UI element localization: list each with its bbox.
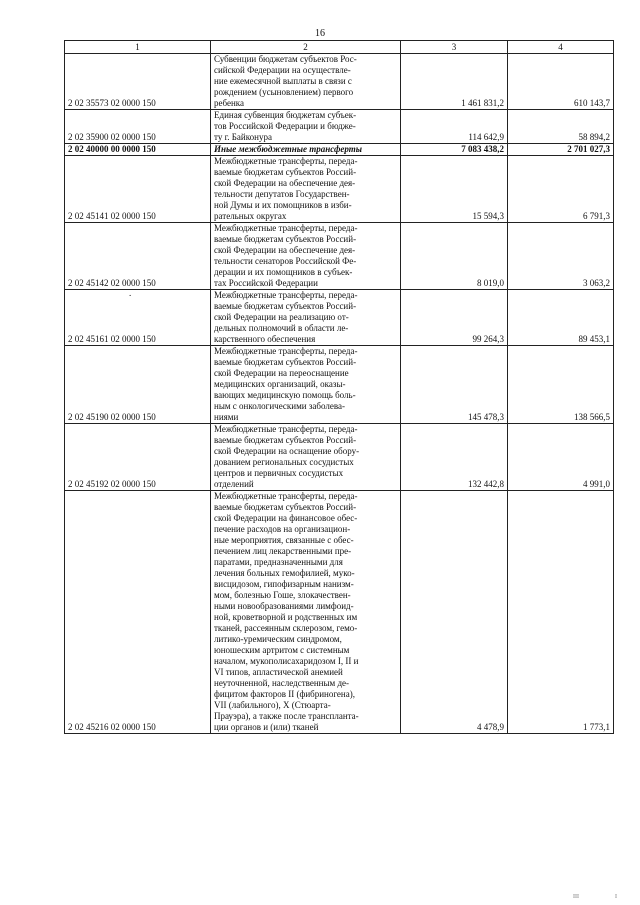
row-value-col3: 8 019,0 — [401, 223, 508, 290]
table-row — [65, 290, 614, 346]
description-line: Субвенции бюджетам субъектов Рос- — [214, 54, 357, 64]
description-line: литико-уремическим синдромом, — [214, 634, 342, 644]
stray-scan-mark: . — [129, 288, 132, 298]
row-description — [211, 491, 401, 734]
row-code: 2 02 45161 02 0000 150 — [65, 290, 211, 346]
description-line: ваемые бюджетам субъектов Россий- — [214, 502, 357, 512]
table-row — [65, 346, 614, 424]
description-line: Межбюджетные трансферты, переда- — [214, 491, 358, 501]
table-row — [65, 491, 614, 734]
table-row — [65, 424, 614, 491]
description-line: Межбюджетные трансферты, переда- — [214, 290, 358, 300]
description-line: рательных округах — [214, 211, 287, 221]
description-line: тельности депутатов Государствен- — [214, 189, 350, 199]
description-line: Межбюджетные трансферты, переда- — [214, 223, 358, 233]
row-description — [211, 54, 401, 110]
description-line: VI типов, апластической анемией — [214, 667, 343, 677]
description-line: ваемые бюджетам субъектов Россий- — [214, 357, 357, 367]
description-line: ной Думы и их помощников в изби- — [214, 200, 352, 210]
description-line: ции органов и (или) тканей — [214, 722, 319, 732]
budget-table — [64, 40, 614, 734]
row-code: 2 02 35573 02 0000 150 — [65, 54, 211, 110]
description-line: ской Федерации на обеспечение дея- — [214, 245, 356, 255]
description-line: центров и первичных сосудистых — [214, 468, 344, 478]
description-line: ской Федерации на переоснащение — [214, 368, 349, 378]
table-row — [65, 144, 614, 156]
description-line: висцидозом, гипофизарным нанизм- — [214, 579, 354, 589]
row-value-col4: 3 063,2 — [508, 223, 614, 290]
description-line: ской Федерации на оснащение обору- — [214, 446, 360, 456]
description-line: ной, кроветворной и родственных им — [214, 612, 358, 622]
row-value-col3: 99 264,3 — [401, 290, 508, 346]
column-header-2: 2 — [211, 41, 401, 54]
description-line: Межбюджетные трансферты, переда- — [214, 156, 358, 166]
row-description — [211, 223, 401, 290]
footer-marks — [573, 893, 633, 901]
row-value-col4: 610 143,7 — [508, 54, 614, 110]
footer-mark: I — [615, 894, 617, 900]
row-code: 2 02 40000 00 0000 150 — [65, 144, 211, 156]
description-line: отделений — [214, 479, 254, 489]
description-line: тельности сенаторов Российской Фе- — [214, 256, 357, 266]
row-value-col3: 132 442,8 — [401, 424, 508, 491]
description-line: ниями — [214, 412, 239, 422]
description-line: ным с онкологическими заболева- — [214, 401, 345, 411]
column-header-1: 1 — [65, 41, 211, 54]
row-description — [211, 110, 401, 144]
description-line: тах Российской Федерации — [214, 278, 318, 288]
description-line: ваемые бюджетам субъектов Россий- — [214, 234, 357, 244]
description-line: ные мероприятия, связанные с обес- — [214, 535, 354, 545]
row-description — [211, 290, 401, 346]
description-line: карственного обеспечения — [214, 334, 316, 344]
row-value-col3: 1 461 831,2 — [401, 54, 508, 110]
description-line: ваемые бюджетам субъектов Россий- — [214, 435, 357, 445]
row-code: 2 02 45216 02 0000 150 — [65, 491, 211, 734]
description-line: вающих медицинскую помощь боль- — [214, 390, 356, 400]
description-line: дельных полномочий в области ле- — [214, 323, 349, 333]
description-line: ской Федерации на обеспечение дея- — [214, 178, 356, 188]
row-value-col4: 6 791,3 — [508, 156, 614, 223]
table-body — [65, 54, 614, 734]
row-value-col4: 58 894,2 — [508, 110, 614, 144]
table-row — [65, 110, 614, 144]
description-line: печение расходов на организацион- — [214, 524, 351, 534]
description-line: дованием региональных сосудистых — [214, 457, 354, 467]
table-row — [65, 54, 614, 110]
column-header-3: 3 — [401, 41, 508, 54]
row-value-col4: 89 453,1 — [508, 290, 614, 346]
row-code: 2 02 45141 02 0000 150 — [65, 156, 211, 223]
row-description — [211, 346, 401, 424]
table-row — [65, 156, 614, 223]
description-line: ваемые бюджетам субъектов Россий- — [214, 167, 357, 177]
description-line: ской Федерации на реализацию от- — [214, 312, 349, 322]
row-code: 2 02 45192 02 0000 150 — [65, 424, 211, 491]
footer-mark: III — [573, 894, 579, 900]
row-value-col3: 145 478,3 — [401, 346, 508, 424]
table-header — [65, 41, 614, 54]
header-row — [65, 41, 614, 54]
description-line: Межбюджетные трансферты, переда- — [214, 346, 358, 356]
page-number: 16 — [315, 28, 325, 39]
row-value-col3: 15 594,3 — [401, 156, 508, 223]
description-line: печением лиц лекарственными пре- — [214, 546, 352, 556]
column-header-4: 4 — [508, 41, 614, 54]
row-description — [211, 156, 401, 223]
description-line: неуточненной, наследственным де- — [214, 678, 350, 688]
description-line: ту г. Байконура — [214, 132, 272, 142]
row-value-col4: 2 701 027,3 — [508, 144, 614, 156]
row-value-col3: 7 083 438,2 — [401, 144, 508, 156]
row-description — [211, 424, 401, 491]
row-value-col4: 1 773,1 — [508, 491, 614, 734]
description-line: ваемые бюджетам субъектов Россий- — [214, 301, 357, 311]
row-value-col4: 138 566,5 — [508, 346, 614, 424]
description-line: медицинских организаций, оказы- — [214, 379, 346, 389]
row-code: 2 02 45190 02 0000 150 — [65, 346, 211, 424]
description-line: Единая субвенция бюджетам субъек- — [214, 110, 357, 120]
description-line: юношеским артритом с системным — [214, 645, 350, 655]
row-code: 2 02 45142 02 0000 150 — [65, 223, 211, 290]
description-line: лечения больных гемофилией, муко- — [214, 568, 355, 578]
description-line: фицитом факторов II (фибриногена), — [214, 689, 355, 699]
description-line: дерации и их помощников в субъек- — [214, 267, 353, 277]
description-line: тов Российской Федерации и бюдже- — [214, 121, 356, 131]
row-description — [211, 144, 401, 156]
description-line: ской Федерации на финансовое обес- — [214, 513, 358, 523]
description-line: мом, болезнью Гоше, злокачествен- — [214, 590, 351, 600]
description-line: Межбюджетные трансферты, переда- — [214, 424, 358, 434]
row-value-col4: 4 991,0 — [508, 424, 614, 491]
row-value-col3: 114 642,9 — [401, 110, 508, 144]
row-code: 2 02 35900 02 0000 150 — [65, 110, 211, 144]
description-line: ребенка — [214, 98, 244, 108]
description-line: тканей, рассеянным склерозом, гемо- — [214, 623, 358, 633]
row-value-col3: 4 478,9 — [401, 491, 508, 734]
description-line: началом, мукополисахаридозом I, II и — [214, 656, 359, 666]
description-line: ние ежемесячной выплаты в связи с — [214, 76, 352, 86]
description-line: Прауэра), а также после транспланта- — [214, 711, 359, 721]
table-row — [65, 223, 614, 290]
description-line: ными новообразованиями лимфоид- — [214, 601, 354, 611]
description-line: Иные межбюджетные трансферты — [214, 144, 363, 154]
description-line: рождением (усыновлением) первого — [214, 87, 354, 97]
description-line: сийской Федерации на осуществле- — [214, 65, 351, 75]
description-line: VII (лабильного), X (Стюарта- — [214, 700, 331, 710]
description-line: паратами, предназначенными для — [214, 557, 343, 567]
